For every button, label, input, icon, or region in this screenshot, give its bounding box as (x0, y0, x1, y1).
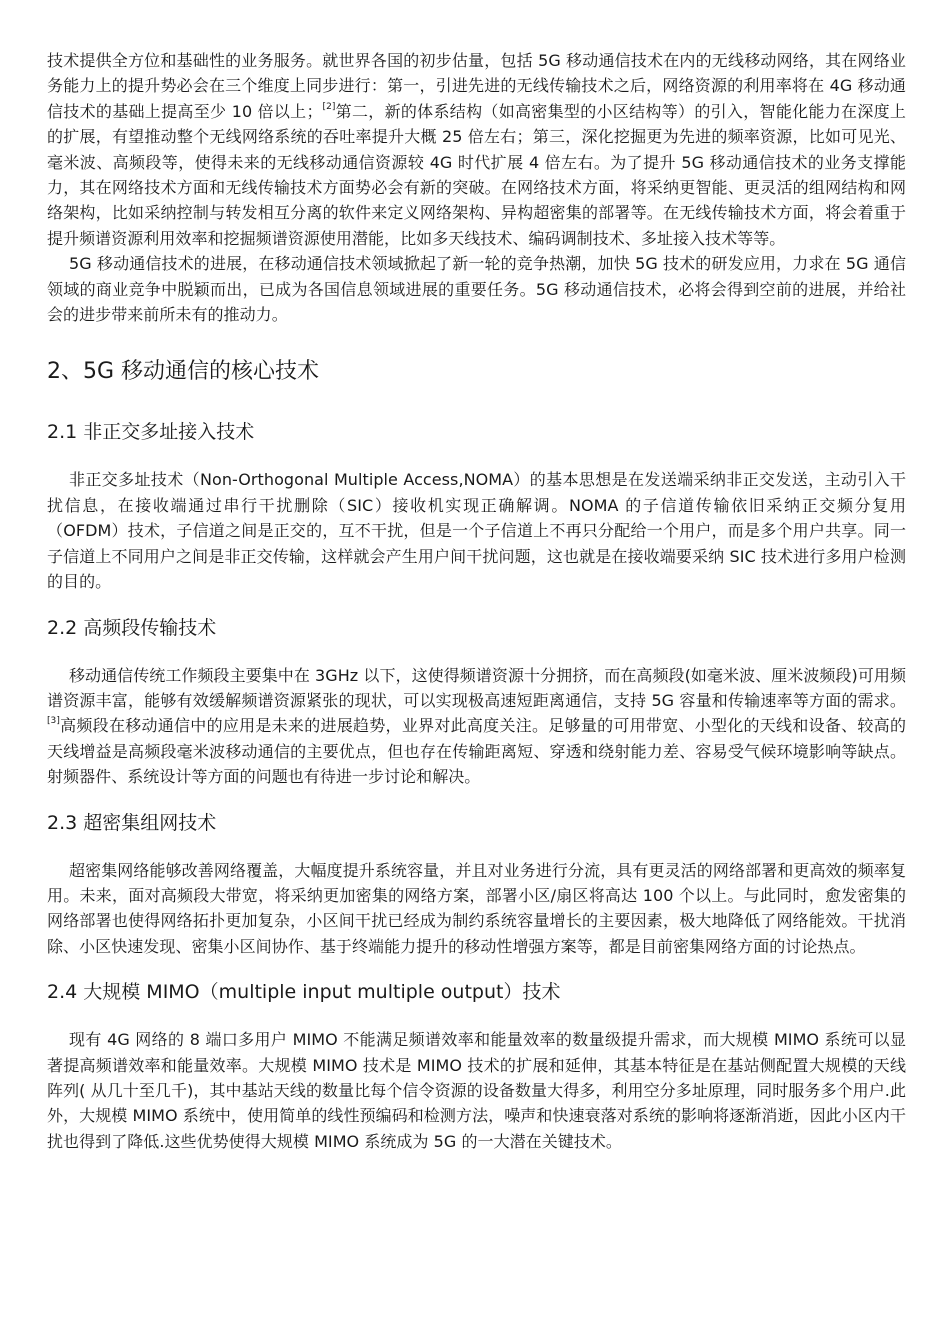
section-2-3-heading: 2.3 超密集组网技术 (47, 811, 217, 834)
section-2-2 (47, 615, 906, 790)
citation-ref-3: [3] (47, 716, 60, 727)
section-2-4-body: 现有 4G 网络的 8 端口多用户 MIMO 不能满足频谱效率和能量效率的数量级提升需求，而大规模 MIMO 系统可以显著提高频谱效率和能量效率。大规模 MIMO 技术是 MIMO 技术的扩展和延伸，其基本特征是在基站侧配置大规模的天线阵列( 从几十至几千)，其中基站天线的数量比每个信令资源的设备数量大得多，利用空分多址原理，同时服务多个用户.此外，大规模 MIMO 系统中，使用简单的线性预编码和检测方法，噪声和快速衰落对系统的影响将逐渐消逝，因此小区内干扰也得到了降低.这些优势使得大规模 MIMO 系统成为 5G 的一大潜在关键技术。 (47, 1030, 906, 1151)
section-2-3-body: 超密集网络能够改善网络覆盖，大幅度提升系统容量，并且对业务进行分流，具有更灵活的网络部署和更高效的频率复用。未来，面对高频段大带宽，将采纳更加密集的网络方案，部署小区/扇区将高达 100 个以上。与此同时，愈发密集的网络部署也使得网络拓扑更加复杂，小区间干扰已经成为制约系统容量增长的主要因素，极大地降低了网络能效。干扰消除、小区快速发现、密集小区间协作、基于终端能力提升的移动性增强方案等，都是目前密集网络方面的讨论热点。 (47, 860, 906, 956)
section-2-1 (47, 419, 906, 594)
citation-ref-2: [2] (322, 101, 336, 112)
intro-p1-rest: 第二，新的体系结构（如高密集型的小区结构等）的引入，智能化能力在深度上的扩展，有望推动整个无线网络系统的吞吐率提升大概 25 倍左右；第三，深化挖掘更为先进的频率资源，比如可见光、毫米波、高频段等，使得未来的无线移动通信资源较 4G 时代扩展 4 倍左右。为了提升 5G 移动通信技术的业务支撑能力，其在网络技术方面和无线传输技术方面势必会有新的突破。在网络技术方面，将采纳更智能、更灵活的组网结构和网络架构，比如采纳控制与转发相互分离的软件来定义网络架构、异构超密集的部署等。在无线传输技术方面，将会着重于提升频谱资源利用效率和挖掘频谱资源使用潜能，比如多天线技术、编码调制技术、多址接入技术等等。 (47, 101, 906, 248)
section-2-2-text: 移动通信传统工作频段主要集中在 3GHz 以下，这使得频谱资源十分拥挤，而在高频段(如毫米波、厘米波频段)可用频谱资源丰富，能够有效缓解频谱资源紧张的现状，可以实现极高速短距离通信，支持 5G 容量和传输速率等方面的需求。 (47, 665, 906, 710)
section-2-1-body: 非正交多址技术（Non-Orthogonal Multiple Access,NOMA）的基本思想是在发送端采纳非正交发送，主动引入干扰信息，在接收端通过串行干扰删除（SIC）接收机实现正确解调。NOMA 的子信道传输依旧采纳正交频分复用（OFDM）技术，子信道之间是正交的，互不干扰，但是一个子信道上不再只分配给一个用户，而是多个用户共享。同一子信道上不同用户之间是非正交传输，这样就会产生用户间干扰问题，这也就是在接收端要采纳 SIC 技术进行多用户检测的目的。 (47, 470, 906, 592)
section-2-2-heading: 2.2 高频段传输技术 (47, 616, 217, 639)
intro-p1-text: 技术提供全方位和基础性的业务服务。就世界各国的初步估量，包括 5G 移动通信技术在内的无线移动网络，其在网络业务能力上的提升势必会在三个维度上同步进行：第一，引进先进的无线传输技术之后，网络资源的利用率将在 4G 移动通信技术的基础上提高至少 10 倍以上； (47, 51, 906, 121)
section-2-3 (47, 810, 906, 960)
section-2-heading: 2、5G 移动通信的核心技术 (47, 359, 320, 385)
section-2-2-rest: 高频段在移动通信中的应用是未来的进展趋势，业界对此高度关注。足够量的可用带宽、小型化的天线和设备、较高的天线增益是高频段毫米波移动通信的主要优点，但也存在传输距离短、穿透和绕射能力差、容易受气候环境影响等缺点。射频器件、系统设计等方面的问题也有待进一步讨论和解决。 (47, 716, 906, 787)
section-2-1-heading: 2.1 非正交多址接入技术 (47, 421, 255, 444)
section-2-4 (47, 979, 906, 1154)
section-2-2-body (47, 663, 906, 790)
intro-paragraph-1 (47, 48, 906, 251)
intro-paragraph-2: 5G 移动通信技术的进展，在移动通信技术领域掀起了新一轮的竞争热潮，加快 5G 技术的研发应用，力求在 5G 通信领域的商业竞争中脱颖而出，已成为各国信息领域进展的重要任务。5G 移动通信技术，必将会得到空前的进展，并给社会的进步带来前所未有的推动力。 (47, 254, 906, 325)
section-2-4-heading: 2.4 大规模 MIMO（multiple input multiple output）技术 (47, 981, 561, 1004)
